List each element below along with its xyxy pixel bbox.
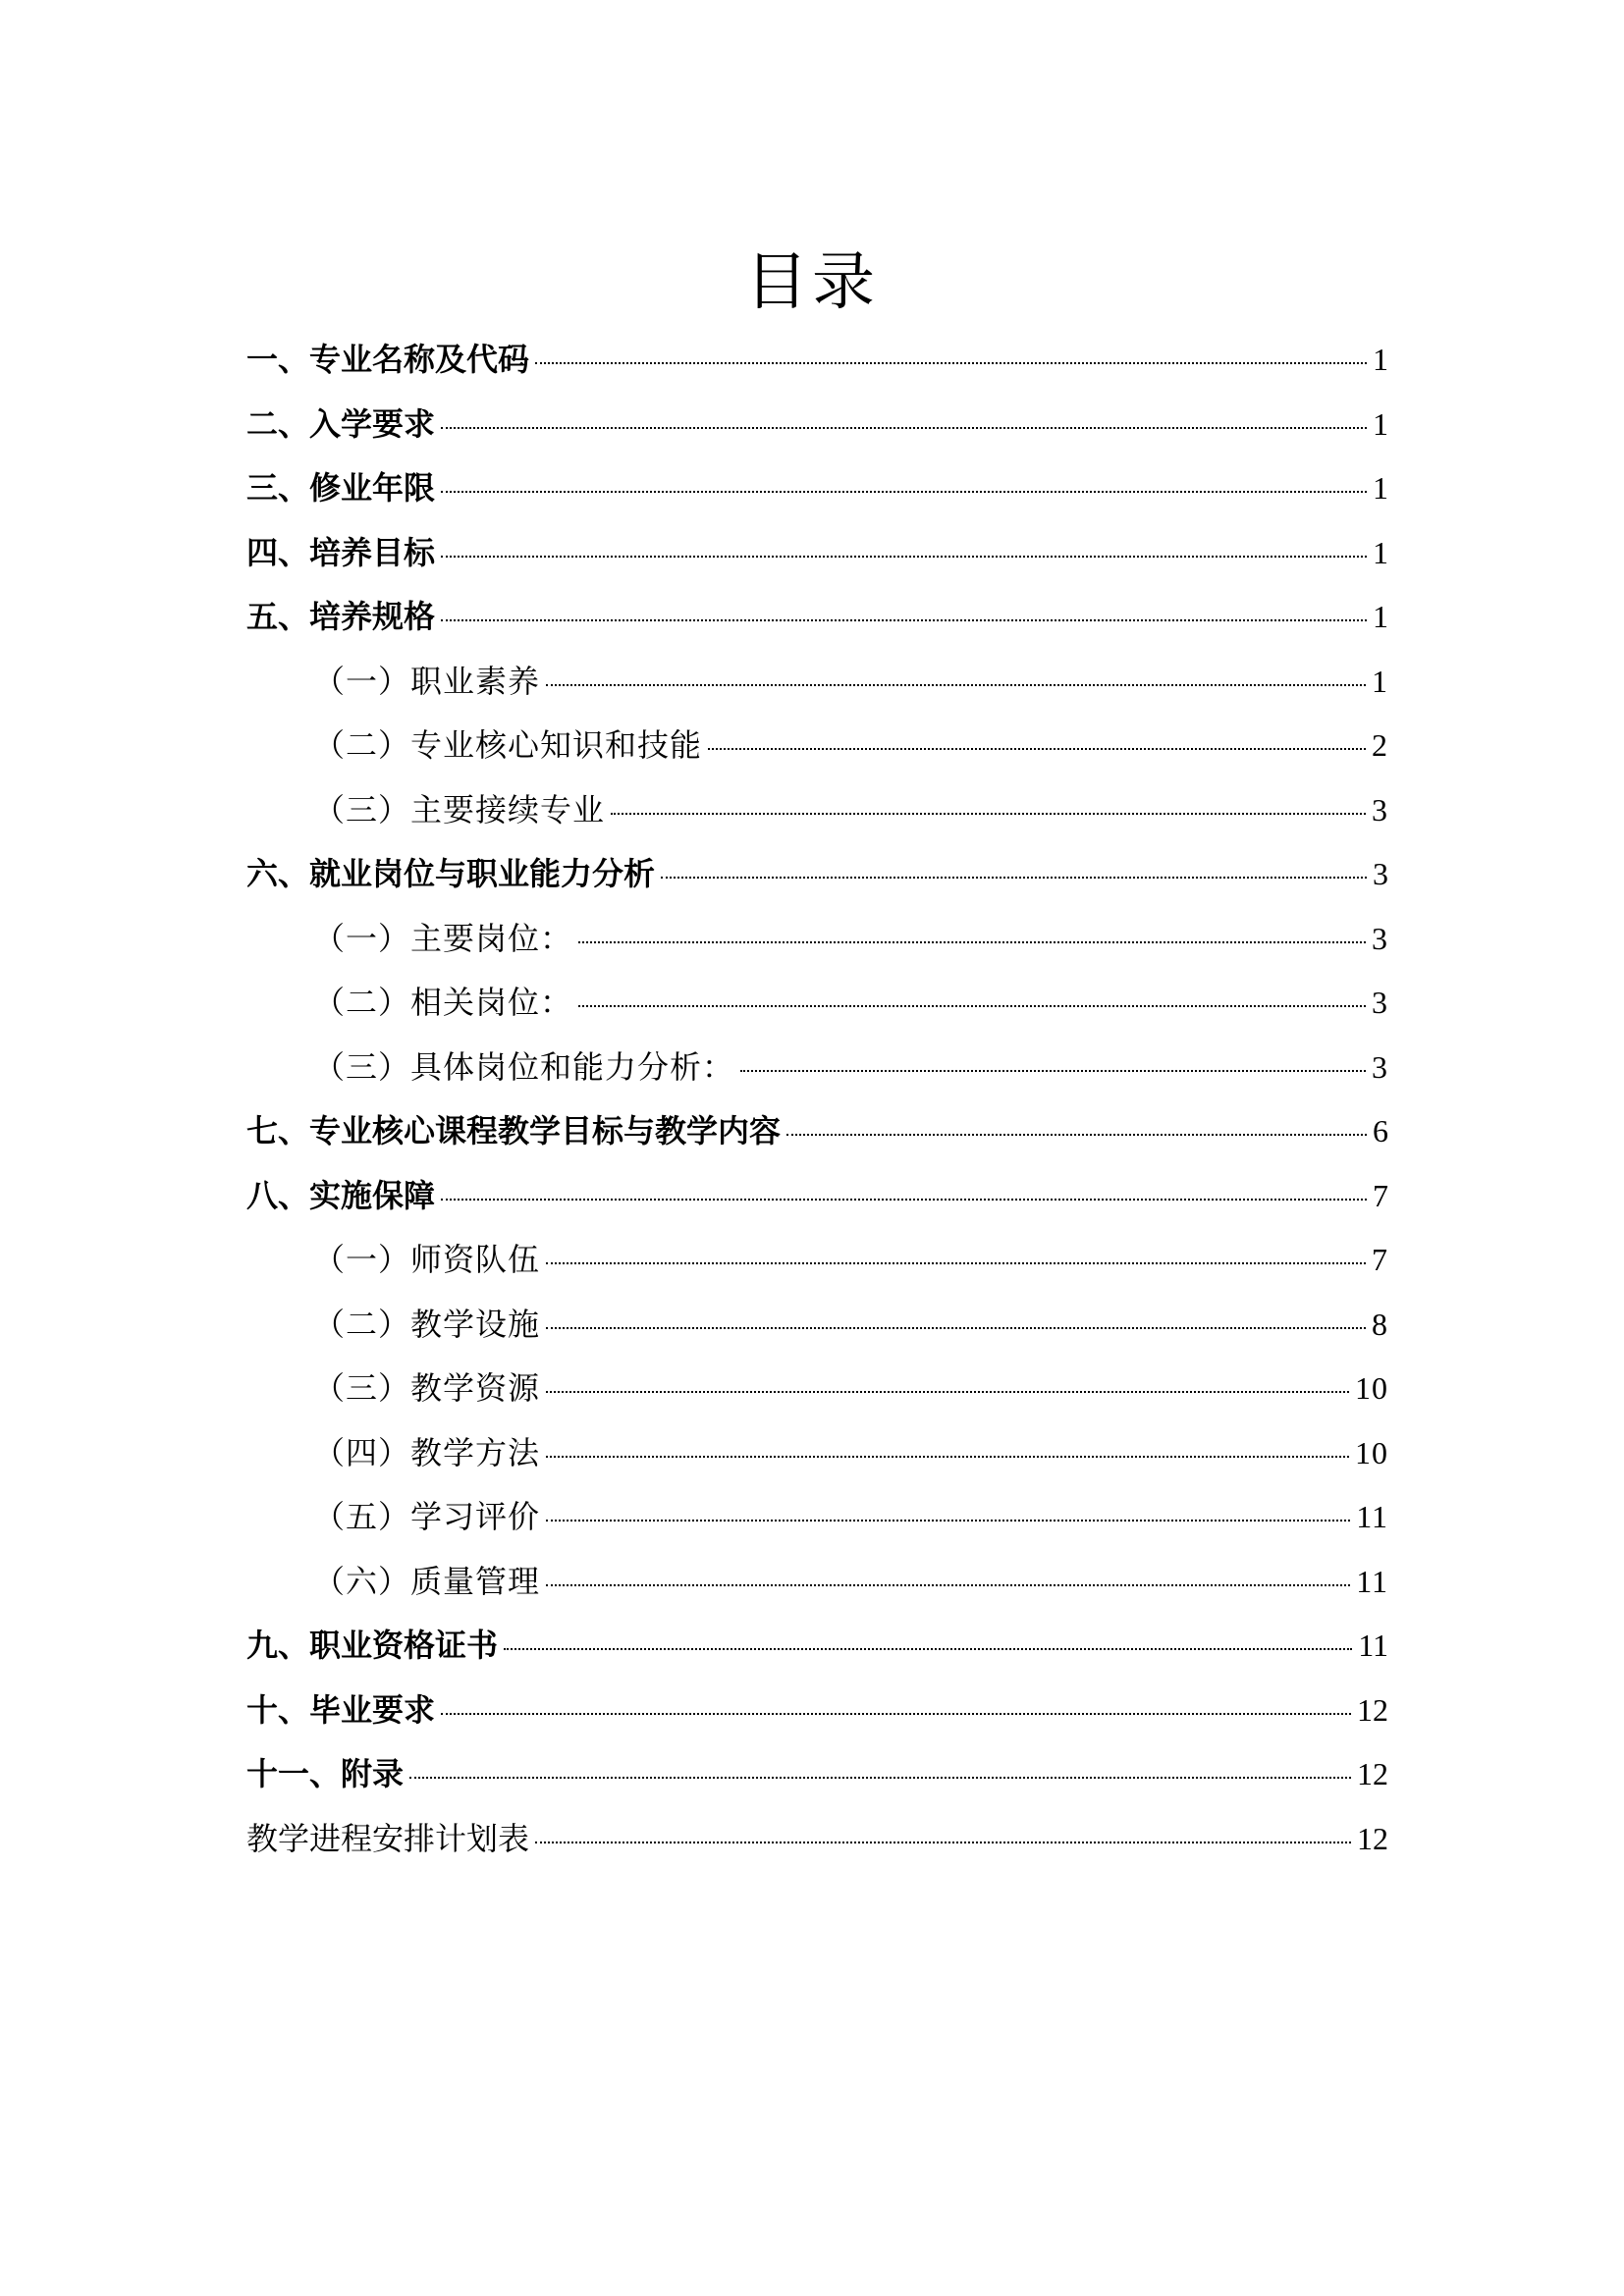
- toc-entry[interactable]: [246, 1425, 1388, 1490]
- toc-dot-leader: [611, 813, 1366, 815]
- toc-entry[interactable]: [246, 1232, 1388, 1297]
- toc-entry[interactable]: [246, 1682, 1388, 1747]
- toc-dot-leader: [546, 1391, 1349, 1393]
- toc-dot-leader: [441, 556, 1367, 558]
- toc-entry[interactable]: [246, 589, 1388, 654]
- toc-entry-label: 二、入学要求: [246, 404, 436, 443]
- toc-entry-label: （三）主要接续专业: [313, 790, 606, 828]
- toc-dot-leader: [740, 1070, 1366, 1072]
- toc-entry-page-number: 8: [1372, 1306, 1388, 1342]
- toc-entry-label: 七、专业核心课程教学目标与教学内容: [246, 1112, 782, 1149]
- toc-entry[interactable]: [246, 1811, 1388, 1876]
- toc-entry-page-number: 11: [1358, 1628, 1388, 1663]
- toc-dot-leader: [441, 1199, 1367, 1201]
- toc-entry-page-number: 3: [1372, 920, 1388, 956]
- toc-dot-leader: [546, 684, 1366, 686]
- toc-entry-label: 五、培养规格: [246, 598, 436, 635]
- toc-entry-label: （二）相关岗位：: [313, 984, 573, 1021]
- toc-dot-leader: [546, 1520, 1350, 1522]
- toc-entry-page-number: 3: [1372, 1048, 1388, 1085]
- toc-entry-label: 八、实施保障: [246, 1176, 436, 1214]
- toc-entry-page-number: 1: [1373, 470, 1388, 506]
- toc-entry-page-number: 12: [1357, 1756, 1388, 1791]
- toc-entry-label: （三）具体岗位和能力分析：: [313, 1047, 735, 1086]
- toc-dot-leader: [708, 748, 1366, 750]
- toc-entry[interactable]: [246, 1361, 1388, 1425]
- toc-entry-page-number: 1: [1372, 663, 1388, 699]
- toc-entry-label: （一）师资队伍: [313, 1241, 541, 1278]
- table-of-contents: [246, 332, 1388, 1875]
- page-title: 目录: [745, 245, 879, 319]
- toc-entry[interactable]: [246, 525, 1388, 590]
- toc-entry-page-number: 1: [1373, 534, 1388, 570]
- toc-dot-leader: [546, 1456, 1349, 1458]
- toc-dot-leader: [786, 1134, 1367, 1136]
- toc-dot-leader: [546, 1262, 1366, 1264]
- toc-entry-page-number: 1: [1373, 405, 1388, 442]
- toc-entry-label: 九、职业资格证书: [246, 1627, 499, 1664]
- toc-entry[interactable]: [246, 1040, 1388, 1104]
- toc-entry-page-number: 10: [1355, 1370, 1388, 1406]
- toc-entry-page-number: 3: [1372, 791, 1388, 828]
- toc-entry-page-number: 1: [1373, 599, 1388, 634]
- toc-entry-page-number: 1: [1373, 342, 1388, 377]
- toc-entry-label: 十、毕业要求: [246, 1690, 436, 1729]
- toc-entry[interactable]: [246, 1746, 1388, 1811]
- toc-entry-label: （一）职业素养: [313, 662, 541, 700]
- toc-dot-leader: [546, 1327, 1366, 1329]
- toc-entry-label: （二）专业核心知识和技能: [313, 726, 703, 764]
- toc-entry-page-number: 12: [1357, 1820, 1388, 1856]
- toc-entry[interactable]: [246, 654, 1388, 719]
- toc-dot-leader: [441, 1713, 1351, 1715]
- toc-entry-page-number: 12: [1357, 1691, 1388, 1728]
- toc-entry[interactable]: [246, 332, 1388, 397]
- toc-entry-label: 六、就业岗位与职业能力分析: [246, 855, 656, 892]
- toc-entry-page-number: 3: [1373, 856, 1388, 891]
- toc-entry-label: （一）主要岗位：: [313, 919, 573, 957]
- toc-entry-label: 教学进程安排计划表: [246, 1819, 530, 1857]
- toc-dot-leader: [535, 362, 1367, 364]
- toc-entry[interactable]: [246, 1103, 1388, 1168]
- toc-entry[interactable]: [246, 782, 1388, 847]
- toc-entry[interactable]: [246, 718, 1388, 782]
- toc-entry-label: （二）教学设施: [313, 1305, 541, 1343]
- toc-dot-leader: [578, 1005, 1366, 1007]
- toc-dot-leader: [661, 877, 1367, 879]
- toc-entry-label: （六）质量管理: [313, 1562, 541, 1600]
- toc-dot-leader: [441, 427, 1367, 429]
- toc-dot-leader: [441, 619, 1367, 621]
- toc-entry-page-number: 11: [1356, 1563, 1388, 1599]
- toc-entry-page-number: 7: [1373, 1177, 1388, 1213]
- toc-entry-label: 一、专业名称及代码: [246, 341, 530, 378]
- toc-entry[interactable]: [246, 1554, 1388, 1619]
- toc-entry-page-number: 6: [1373, 1113, 1388, 1148]
- toc-entry-page-number: 2: [1372, 727, 1388, 763]
- toc-dot-leader: [535, 1842, 1351, 1843]
- toc-entry-page-number: 10: [1355, 1434, 1388, 1470]
- toc-entry-page-number: 11: [1356, 1499, 1388, 1534]
- toc-entry[interactable]: [246, 1168, 1388, 1233]
- toc-dot-leader: [504, 1648, 1352, 1650]
- toc-entry[interactable]: [246, 397, 1388, 461]
- toc-entry-label: 十一、附录: [246, 1755, 405, 1792]
- toc-entry-label: （三）教学资源: [313, 1369, 541, 1407]
- toc-entry[interactable]: [246, 975, 1388, 1040]
- toc-entry[interactable]: [246, 460, 1388, 525]
- toc-dot-leader: [578, 941, 1366, 943]
- toc-entry-page-number: 7: [1372, 1242, 1388, 1277]
- toc-entry-label: （四）教学方法: [313, 1433, 541, 1471]
- toc-entry[interactable]: [246, 1297, 1388, 1362]
- toc-dot-leader: [546, 1584, 1350, 1586]
- toc-dot-leader: [441, 491, 1367, 493]
- toc-entry-label: （五）学习评价: [313, 1498, 541, 1535]
- toc-entry[interactable]: [246, 1618, 1388, 1682]
- toc-entry-label: 三、修业年限: [246, 469, 436, 507]
- toc-entry[interactable]: [246, 1489, 1388, 1554]
- toc-entry-page-number: 3: [1372, 985, 1388, 1020]
- toc-entry-label: 四、培养目标: [246, 533, 436, 571]
- toc-entry[interactable]: [246, 911, 1388, 976]
- toc-dot-leader: [409, 1777, 1351, 1779]
- toc-entry[interactable]: [246, 846, 1388, 911]
